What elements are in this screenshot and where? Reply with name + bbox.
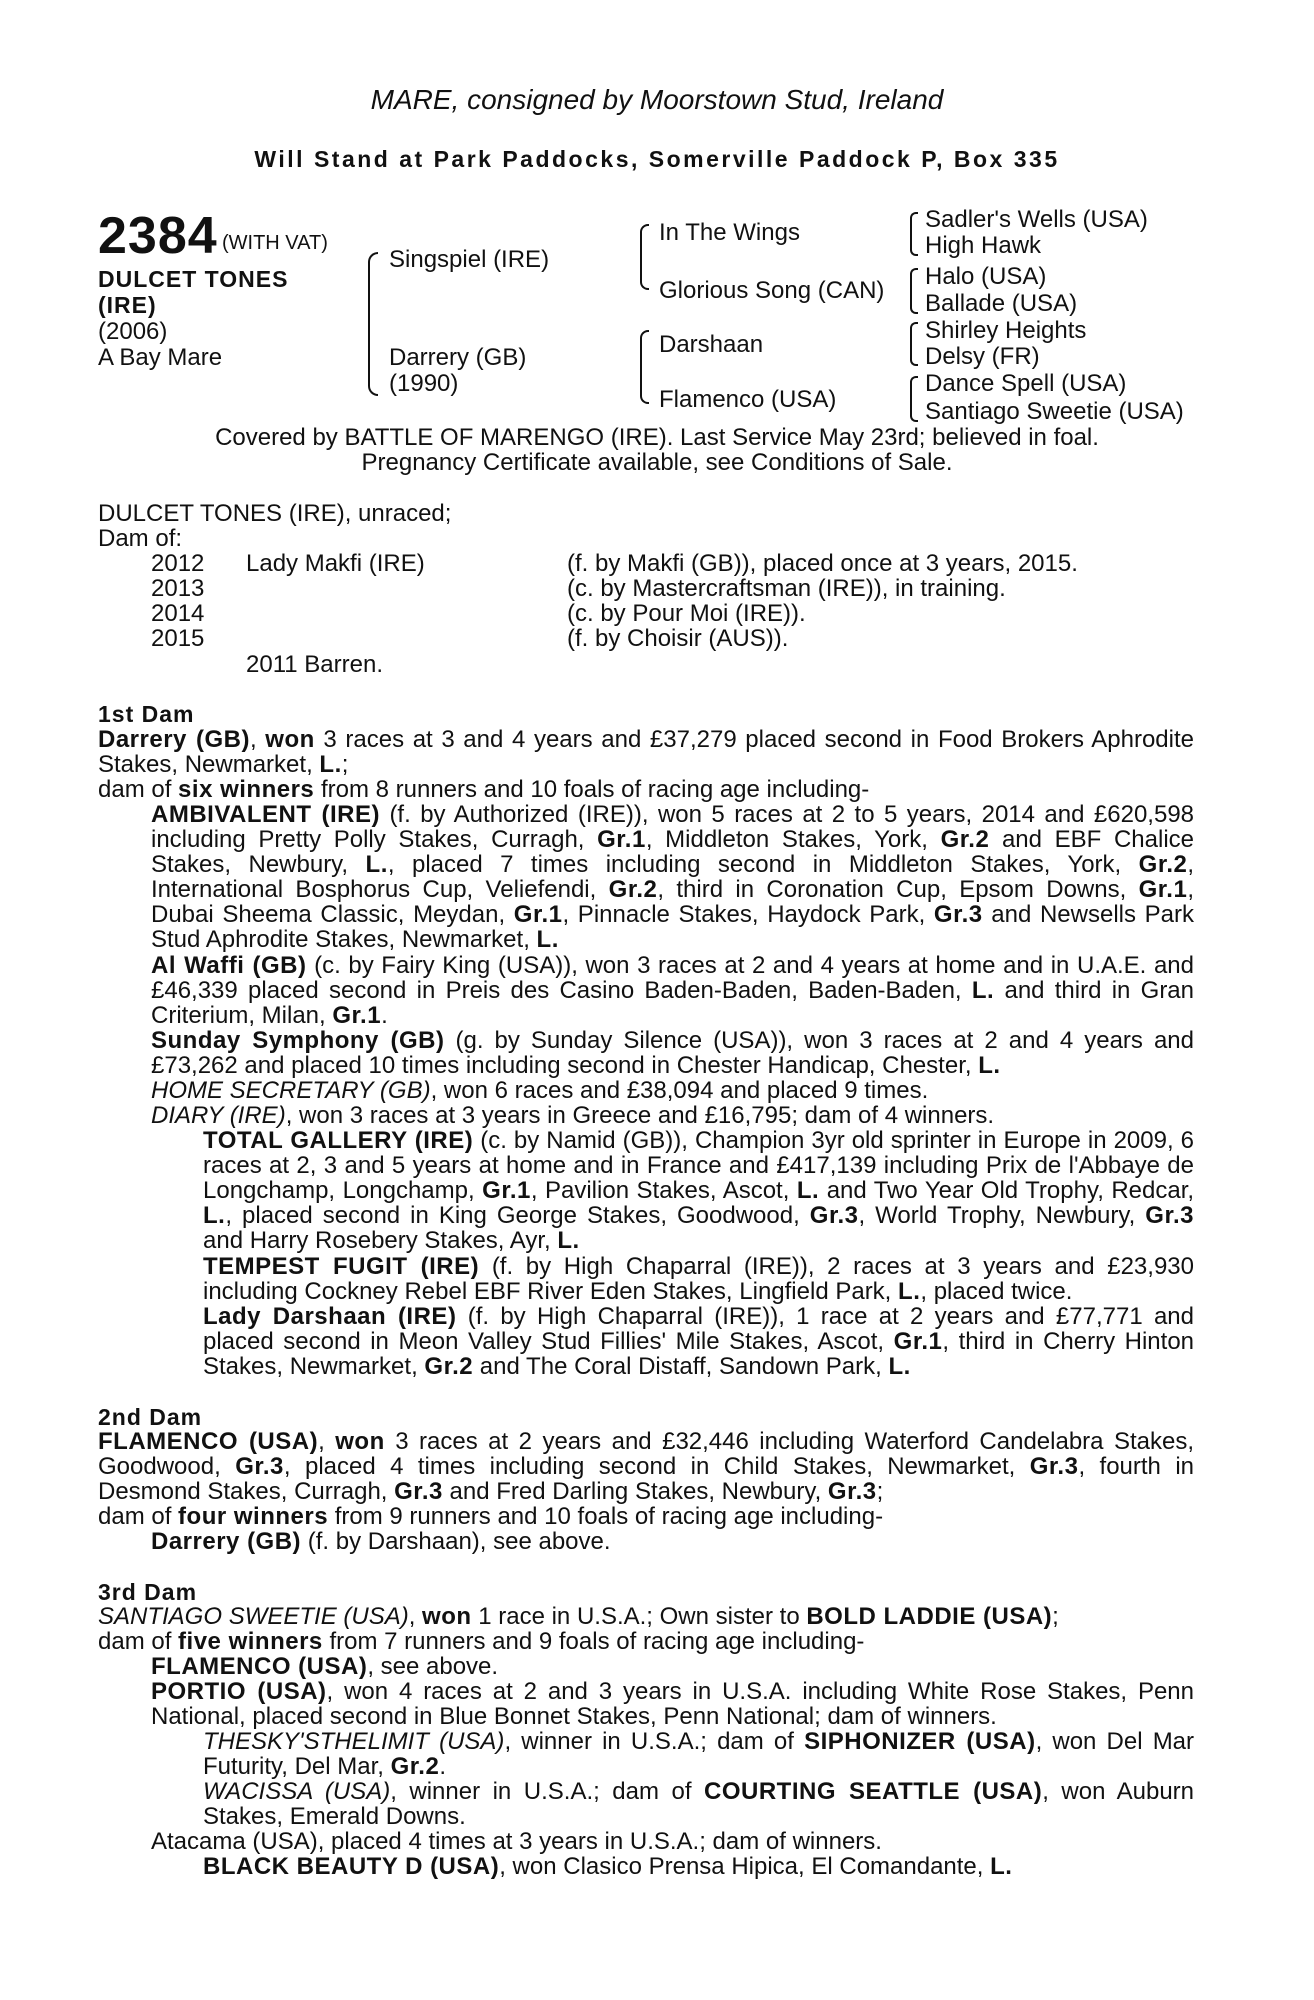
grandoffspring-wacissa: WACISSA (USA), winner in U.S.A.; dam of COURTING SEATTLE (USA), won Auburn Stakes, Emerald Downs. [203,1778,1195,1830]
produce-intro: DULCET TONES (IRE), unraced; [98,500,452,527]
offspring-flamenco: FLAMENCO (USA), see above. [151,1653,499,1680]
pedigree-bracket [910,322,918,366]
grandoffspring-tempest-fugit: TEMPEST FUGIT (IRE) (f. by High Chaparral (IRE)), 2 races at 3 years and £23,930 including Cockney Rebel EBF River Eden Stakes, Lingfield Park, L., placed twice. [203,1253,1194,1305]
pedigree-dds: Dance Spell (USA) [925,370,1127,397]
offspring-name: TOTAL GALLERY (IRE) [203,1127,474,1154]
pedigree-sire: Singspiel (IRE) [389,246,550,273]
pedigree-dam: Darrery (GB) [389,344,527,371]
produce-detail: (c. by Mastercraftsman (IRE)), in training. [567,575,1006,602]
offspring-portio: PORTIO (USA), won 4 races at 2 and 3 years in U.S.A. including White Rose Stakes, Penn National, placed second in Blue Bonnet Stakes, Penn National; dam of winners. [151,1678,1194,1730]
offspring-diary: DIARY (IRE), won 3 races at 3 years in Greece and £16,795; dam of 4 winners. [151,1102,995,1129]
first-dam-heading: 1st Dam [98,701,195,727]
offspring-name: Sunday Symphony (GB) [151,1027,445,1054]
lot-number: 2384 [98,207,218,265]
pedigree-sds: Halo (USA) [925,263,1047,290]
offspring-darrery: Darrery (GB) (f. by Darshaan), see above. [151,1528,611,1555]
pedigree-bracket [910,212,918,256]
third-dam-summary: SANTIAGO SWEETIE (USA), won 1 race in U.S.A.; Own sister to BOLD LADDIE (USA); [98,1603,1059,1630]
produce-barren: 2011 Barren. [246,651,383,678]
horse-name-country: (IRE) [98,292,157,318]
grandoffspring-thesky: THESKY'STHELIMIT (USA), winner in U.S.A.; dam of SIPHONIZER (USA), won Del Mar Futurity, Del Mar, Gr.2. [203,1728,1195,1780]
pedigree-sire-dam: Glorious Song (CAN) [659,277,885,304]
pedigree-ssd: High Hawk [925,232,1042,259]
offspring-name: TEMPEST FUGIT (IRE) [203,1253,480,1280]
first-dam-summary: Darrery (GB), won 3 races at 3 and 4 years and £37,279 placed second in Food Brokers Aphrodite Stakes, Newmarket, L.; [98,726,1194,778]
stand-location: Will Stand at Park Paddocks, Somerville Paddock P, Box 335 [254,146,1060,172]
pedigree-bracket [910,376,918,422]
offspring-name: HOME SECRETARY (GB) [151,1077,431,1104]
offspring-ambivalent: AMBIVALENT (IRE) (f. by Authorized (IRE)), won 5 races at 2 to 5 years, 2014 and £620,598 including Pretty Polly Stakes, Curragh, Gr.1, Middleton Stakes, York, Gr.2 and EBF Chalice Stakes, Newbury, L., placed 7 times including second in Middleton Stakes, York, Gr.2, International Bosphorus Cup, Veliefendi, Gr.2, third in Coronation Cup, Epsom Downs, Gr.1, Dubai Sheema Classic, Meydan, Gr.1, Pinnacle Stakes, Haydock Park, Gr.3 and Newsells Park Stud Aphrodite Stakes, Newmarket, L. [151,801,1195,953]
offspring-name: Darrery (GB) [151,1528,302,1555]
pedigree-dss: Shirley Heights [925,317,1087,344]
pedigree-bracket [640,330,649,404]
pedigree-dam-sire: Darshaan [659,331,764,358]
offspring-al-waffi: Al Waffi (GB) (c. by Fairy King (USA)), won 3 races at 2 and 4 years at home and in U.A.E. and £46,339 placed second in Preis des Casino Baden-Baden, Baden-Baden, L. and third in Gran Criterium, Milan, Gr.1. [151,952,1195,1029]
offspring-home-secretary: HOME SECRETARY (GB), won 6 races and £38,094 and placed 9 times. [151,1077,929,1104]
produce-detail: (f. by Makfi (GB)), placed once at 3 years, 2015. [567,550,1078,577]
covered-line: Covered by BATTLE OF MARENGO (IRE). Last Service May 23rd; believed in foal. [215,424,1099,451]
produce-detail: (f. by Choisir (AUS)). [567,625,789,652]
dam-name: Darrery (GB) [98,726,250,753]
produce-year: 2014 [151,600,205,627]
offspring-sunday-symphony: Sunday Symphony (GB) (g. by Sunday Silence (USA)), won 3 races at 2 and 4 years and £73,262 and placed 10 times including second in Chester Handicap, Chester, L. [151,1027,1194,1079]
pedigree-bracket [910,268,918,314]
pedigree-sire-sire: In The Wings [659,219,800,246]
pedigree-dsd: Delsy (FR) [925,343,1040,370]
second-dam-heading: 2nd Dam [98,1404,203,1430]
produce-name: Lady Makfi (IRE) [246,550,425,577]
offspring-name: AMBIVALENT (IRE) [151,801,380,828]
pedigree-bracket [640,224,649,290]
horse-name: DULCET TONES [98,266,289,292]
pedigree-sss: Sadler's Wells (USA) [925,206,1148,233]
offspring-name: THESKY'STHELIMIT (USA) [203,1728,505,1755]
pedigree-dam-dam: Flamenco (USA) [659,386,837,413]
offspring-name: DIARY (IRE) [151,1102,286,1129]
pedigree-ddd: Santiago Sweetie (USA) [925,398,1184,425]
won-label: won [265,726,315,753]
third-dam-heading: 3rd Dam [98,1579,198,1605]
produce-year: 2013 [151,575,205,602]
horse-year: (2006) [98,318,168,345]
offspring-name: WACISSA (USA) [203,1778,391,1805]
pedigree-sdd: Ballade (USA) [925,290,1078,317]
pedigree-dam-year: (1990) [389,370,459,397]
second-dam-summary: FLAMENCO (USA), won 3 races at 2 years and £32,446 including Waterford Candelabra Stakes, Goodwood, Gr.3, placed 4 times including second in Child Stakes, Newmarket, Gr.3, fourth in Desmond Stakes, Curragh, Gr.3 and Fred Darling Stakes, Newbury, Gr.3; [98,1428,1195,1505]
dam-name: SANTIAGO SWEETIE (USA) [98,1603,409,1630]
pregnancy-line: Pregnancy Certificate available, see Conditions of Sale. [361,449,953,476]
offspring-name: FLAMENCO (USA) [151,1653,368,1680]
grandoffspring-lady-darshaan: Lady Darshaan (IRE) (f. by High Chaparral (IRE)), 1 race at 2 years and £77,771 and placed second in Meon Valley Stud Fillies' Mile Stakes, Ascot, Gr.1, third in Cherry Hinton Stakes, Newmarket, Gr.2 and The Coral Distaff, Sandown Park, L. [203,1303,1195,1380]
offspring-name: Al Waffi (GB) [151,952,307,979]
produce-dam-of: Dam of: [98,525,183,552]
second-dam-dam-of: dam of four winners from 9 runners and 10 foals of racing age including- [98,1503,884,1530]
produce-detail: (c. by Pour Moi (IRE)). [567,600,806,627]
grandoffspring-total-gallery: TOTAL GALLERY (IRE) (c. by Namid (GB)), Champion 3yr old sprinter in Europe in 2009, 6 races at 2, 3 and 5 years at home and in France and £417,139 including Prix de l'Abbaye de Longchamp, Longchamp, Gr.1, Pavilion Stakes, Ascot, L. and Two Year Old Trophy, Redcar, L., placed second in King George Stakes, Goodwood, Gr.3, World Trophy, Newbury, Gr.3 and Harry Rosebery Stakes, Ayr, L. [203,1127,1195,1254]
horse-description: A Bay Mare [98,344,223,371]
vat-note: (WITH VAT) [222,232,328,254]
grandoffspring-black-beauty: BLACK BEAUTY D (USA), won Clasico Prensa Hipica, El Comandante, L. [203,1853,1013,1880]
third-dam-dam-of: dam of five winners from 7 runners and 9 foals of racing age including- [98,1628,865,1655]
pedigree-bracket [368,252,378,396]
offspring-name: BLACK BEAUTY D (USA) [203,1853,500,1880]
offspring-atacama: Atacama (USA), placed 4 times at 3 years in U.S.A.; dam of winners. [151,1828,882,1855]
offspring-name: PORTIO (USA) [151,1678,327,1705]
offspring-name: Lady Darshaan (IRE) [203,1303,457,1330]
produce-year: 2012 [151,550,205,577]
produce-year: 2015 [151,625,205,652]
consignment-title: MARE, consigned by Moorstown Stud, Ireland [370,84,944,115]
dam-name: FLAMENCO (USA) [98,1428,319,1455]
first-dam-dam-of: dam of six winners from 8 runners and 10 foals of racing age including- [98,776,870,803]
